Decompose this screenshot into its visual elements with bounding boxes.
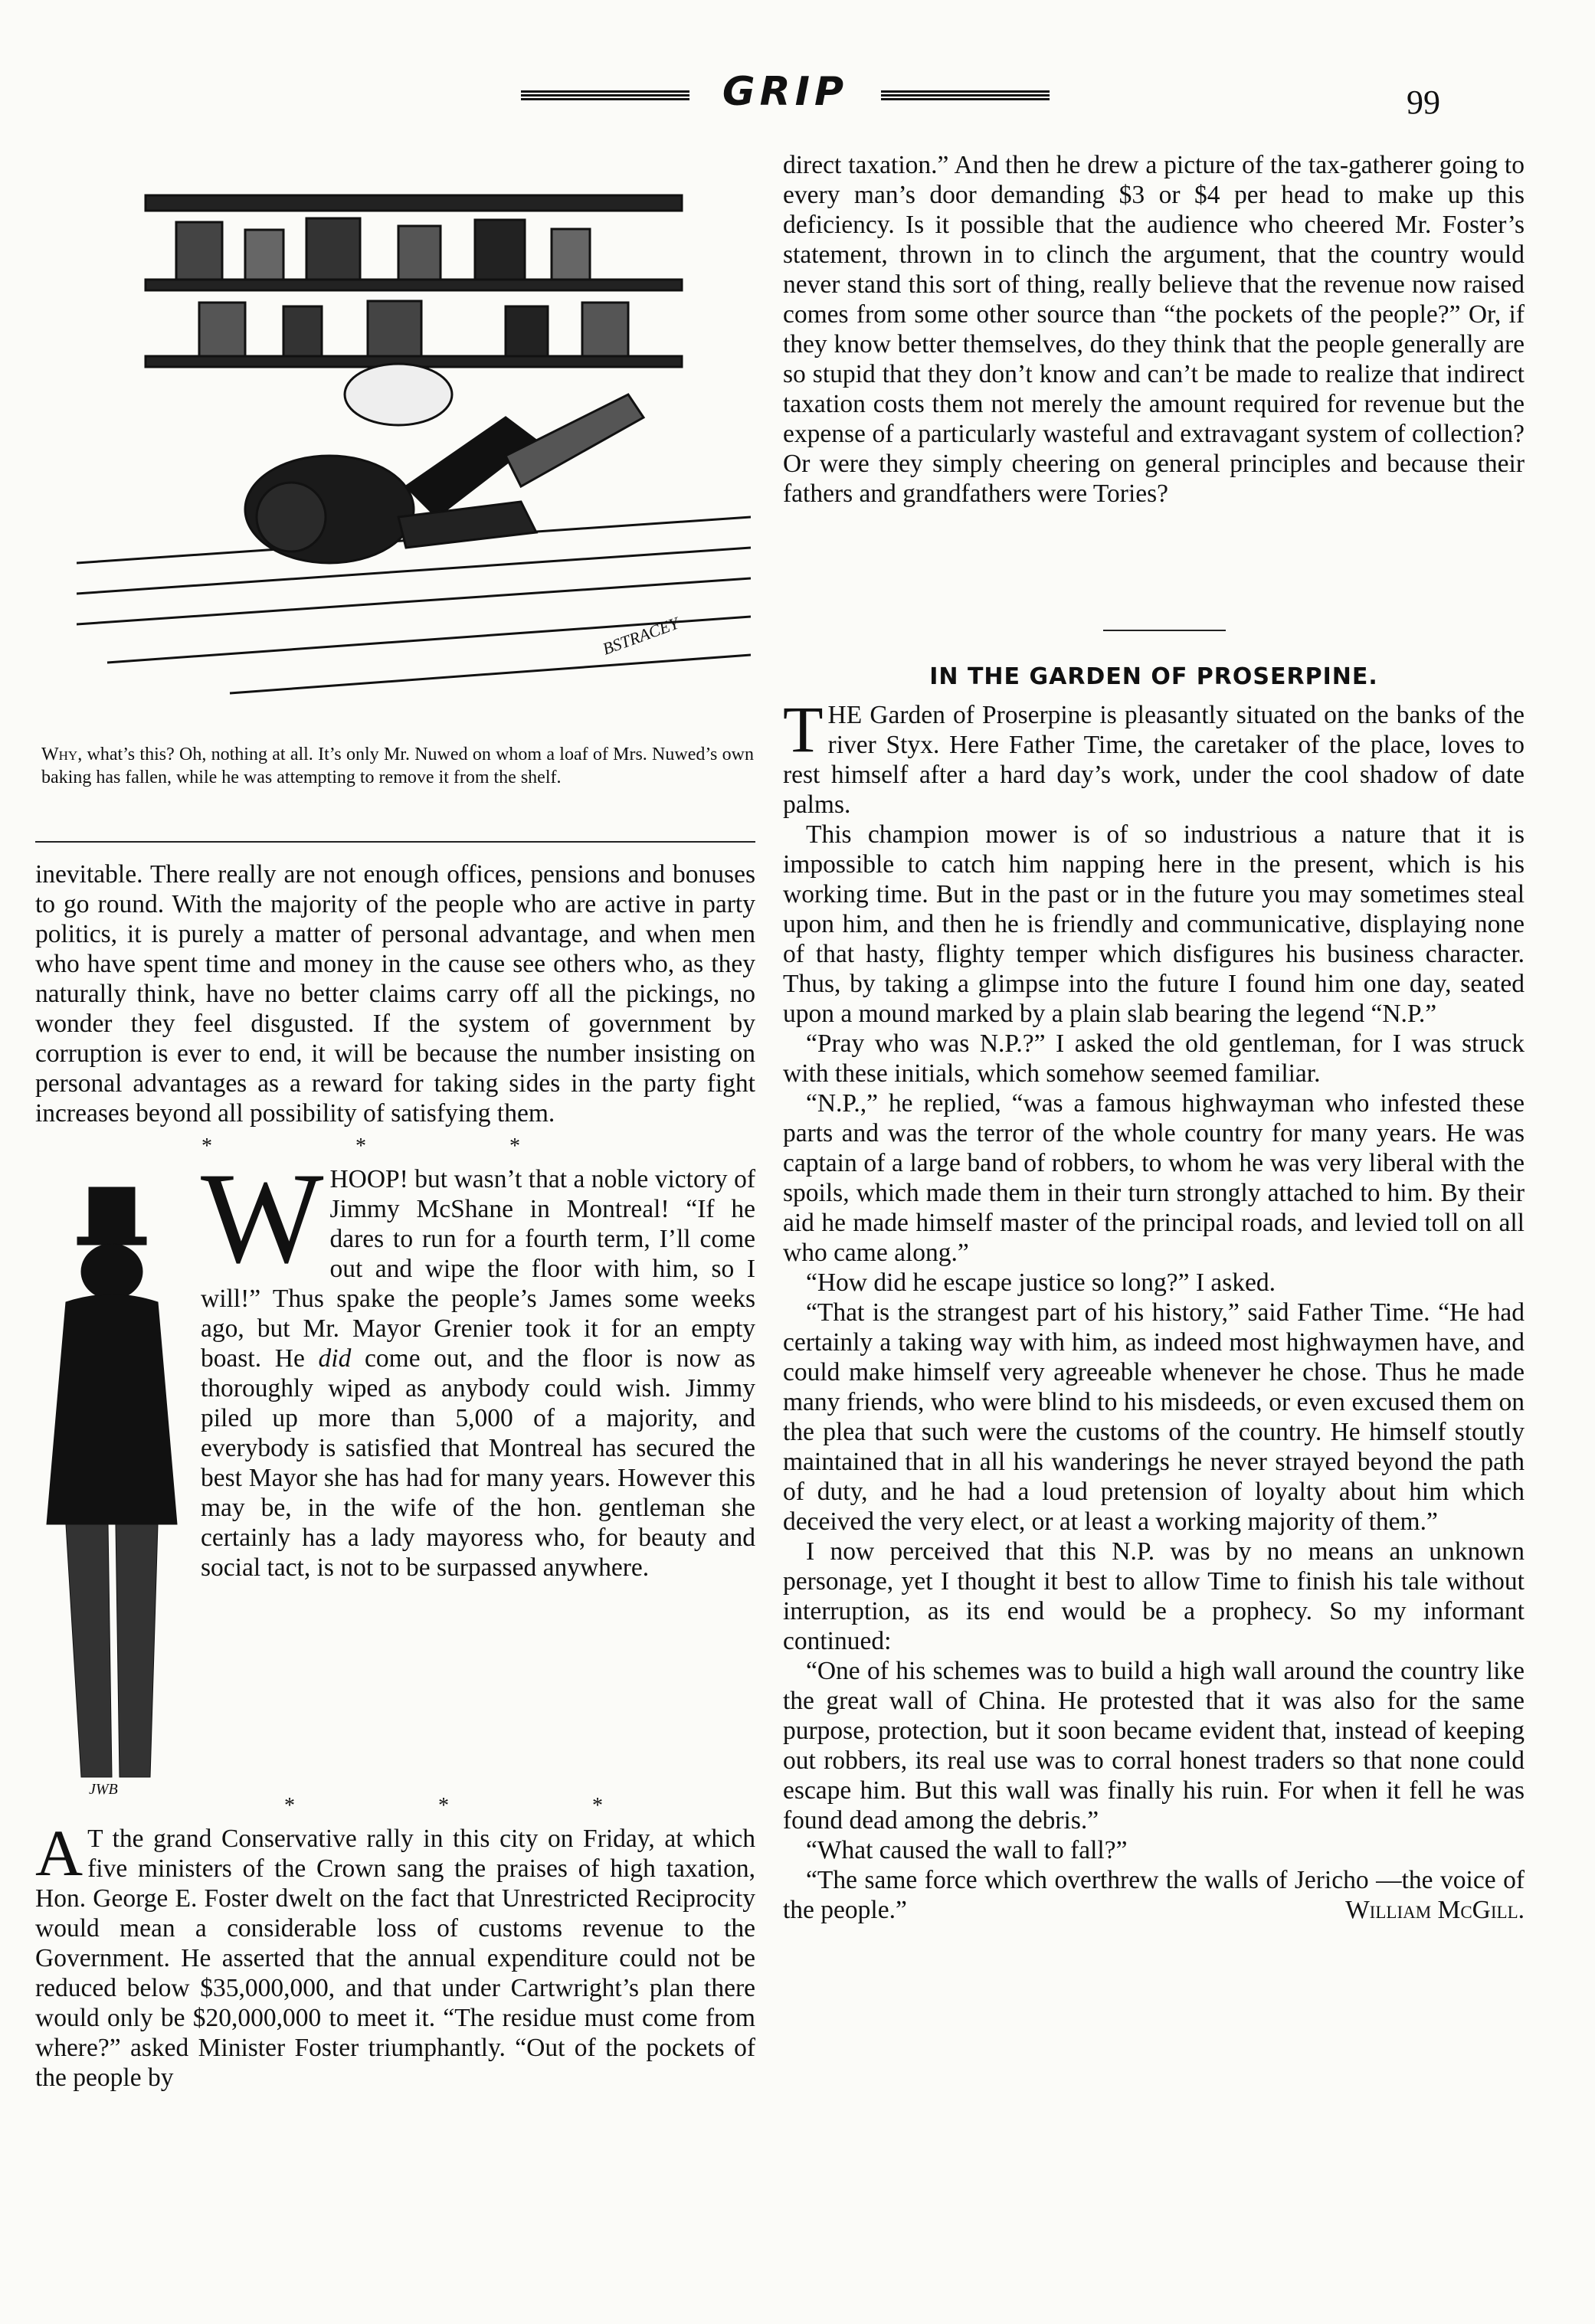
right-paragraph-1: direct taxation.” And then he drew a picture of the tax-gatherer going to every man’s door demanding $3 or $4 per head to make up this deficiency. Is it possible that the audience who cheered Mr. Foster’s statement, thrown in to clinch the argument, that the country would never stand this sort of thing, really believe that the revenue now raised comes from some other source than “the pockets of the people?” Or, if they know better themselves, do they think that the people generally are so stupid that they don’t know and can’t be made to realize that indirect taxation costs them not merely the amount required for revenue but the expense of a particularly wasteful and extravagant system of collection? Or were they simply cheering on general principles and because their fathers and grandfathers were Tories?	[783, 151, 1525, 508]
svg-text:BSTRACEY: BSTRACEY	[600, 613, 682, 659]
author-signature: William McGill.	[1345, 1896, 1525, 1924]
dropcap-a: A	[35, 1816, 84, 1890]
rally-text: T the grand Conservative rally in this city on Friday, at which five ministers of the Crown sang the praises of high taxation, Hon. George E. Foster dwelt on the fact that Unrestricted Reciprocity would mean a considerable loss of customs revenue to the Government. He asserted that the annual expenditure could not be reduced below $35,000,000, and that under Cartwright’s plan there would only be $20,000,000 to meet it. “The residue must come from where?” asked Minister Foster triumphantly. “Out of the pockets of the people by	[35, 1825, 755, 2092]
dropcap-w: W	[201, 1146, 324, 1290]
article-paragraph-7: I now perceived that this N.P. was by no means an unknown personage, yet I thought it best to allow Time to finish his tale without interruption, as its end would be a prophecy. So my informant continued:	[783, 1537, 1525, 1655]
article-p1-text: HE Garden of Proserpine is pleasantly situated on the banks of the river Styx. Here Father Time, the caretaker of the place, loves to rest himself after a hard day’s work, under the cool shadow of date palms.	[783, 701, 1525, 819]
article-paragraph-2: This champion mower is of so industrious a nature that it is impossible to catch him napping here in the present, which is his working time. But in the past or in the future you may sometimes steal upon him, and then he is friendly and communicative, displaying none of that hasty, flighty temper which disfigures his business character. Thus, by taking a glimpse into the future I found him one day, seated upon a mound marked by a plain slab bearing the legend “N.P.”	[783, 820, 1525, 1028]
article-heading: IN THE GARDEN OF PROSERPINE.	[929, 663, 1378, 690]
article-paragraph-4: “N.P.,” he replied, “was a famous highwayman who infested these parts and was the terror of the whole country for many years. He was captain of a large band of robbers, to whom he was very liberal with the spoils, which made them in their turn strongly attached to him. By their aid he made himself master of the principal roads, and levied toll on all who came along.”	[783, 1089, 1525, 1267]
dropcap-t: T	[783, 692, 824, 766]
masthead-rule-right	[881, 90, 1050, 101]
figure-man-from-behind	[35, 1164, 196, 1800]
cartoon-illustration-kitchen	[77, 165, 751, 724]
caption-divider	[35, 841, 755, 843]
section-stars-1: * * *	[201, 1134, 589, 1158]
article-paragraph-9: “What caused the wall to fall?”	[806, 1836, 1128, 1864]
cartoon-caption	[41, 743, 754, 789]
closing-quote: “The same force which overthrew the walls of Jericho —the voice of the people.”	[783, 1866, 1525, 1924]
right-column-top	[783, 150, 1525, 509]
caption-lead: Why,	[41, 745, 83, 764]
article-paragraph-5: “How did he escape justice so long?” I asked.	[806, 1268, 1276, 1297]
whoop-text-1: HOOP! but wasn’t that a noble victory of Jimmy McShane in Montreal! “If he dares to run for a fourth term, I’ll come out and wipe the floor with him, so I will!” Thus spake the people’s James some weeks ago, but Mr. Mayor Grenier took it for an empty boast. He	[201, 1165, 755, 1373]
masthead	[521, 69, 1050, 119]
page-number: 99	[1407, 83, 1440, 121]
left-paragraph-1: inevitable. There really are not enough offices, pensions and bonuses to go round. With the majority of the people who are active in party politics, it is purely a matter of personal advantage, and when men who have spent time and money in the cause see others who, as they naturally think, have no better claims carry off all the pickings, no wonder they feel disgusted. If the system of government by corruption is ever to end, it will be because the number insisting on personal advantages as a reward for taking sides in the party fight increases beyond all possibility of satisfying them.	[35, 860, 755, 1128]
svg-text:JWB: JWB	[89, 1781, 118, 1798]
whoop-text-2: come out, and the floor is now as thoroughly wiped as anybody could wish. Jimmy piled up more than 5,000 of a majority, and everybody is satisfied that Montreal has secured the best Mayor she has had for many years. However this may be, in the wife of the hon. gentleman she certainly has a lady mayoress who, for beauty and social tact, is not to be surpassed anywhere.	[201, 1344, 755, 1582]
article-paragraph-8: “One of his schemes was to build a high wall around the country like the great wall of China. He protested that it was also for the same purpose, protection, but it soon became evident that, instead of keeping out robbers, its real use was to corral honest traders so that none could escape him. But this wall was finally his ruin. For when it fell he was found dead among the debris.”	[783, 1657, 1525, 1835]
masthead-title: GRIP	[722, 69, 849, 115]
cartoon-drawing	[77, 165, 751, 724]
article-paragraph-1	[783, 692, 1525, 820]
standing-man-drawing	[35, 1164, 196, 1800]
article-paragraph-6: “That is the strangest part of his history,” said Father Time. “He had certainly a taking way with him, as indeed most highwaymen have, and could make himself very agreeable whenever he chose. Thus he made many friends, who were blind to his misdeeds, or even excused them on the plea that such were the customs of the country. He himself stoutly maintained that in all his wanderings he never strayed beyond the path of duty, and he had a loud pretension of loyalty about him which deceived the very elect, or at least a working majority of them.”	[783, 1298, 1525, 1536]
left-column	[35, 859, 755, 2093]
article-paragraph-10	[783, 1865, 1525, 1925]
rally-paragraph	[35, 1816, 755, 2093]
section-stars-2: * * *	[284, 1794, 672, 1818]
right-column-article	[783, 692, 1525, 1925]
whoop-section	[35, 1146, 755, 1800]
whoop-emphasis: did	[318, 1344, 352, 1373]
article-paragraph-3: “Pray who was N.P.?” I asked the old gentleman, for I was struck with these initials, which somehow seemed familiar.	[783, 1029, 1525, 1088]
caption-text: what’s this? Oh, nothing at all. It’s only Mr. Nuwed on whom a loaf of Mrs. Nuwed’s own baking has fallen, while he was attempting to remove it from the shelf.	[41, 745, 754, 787]
section-divider	[1103, 630, 1226, 631]
